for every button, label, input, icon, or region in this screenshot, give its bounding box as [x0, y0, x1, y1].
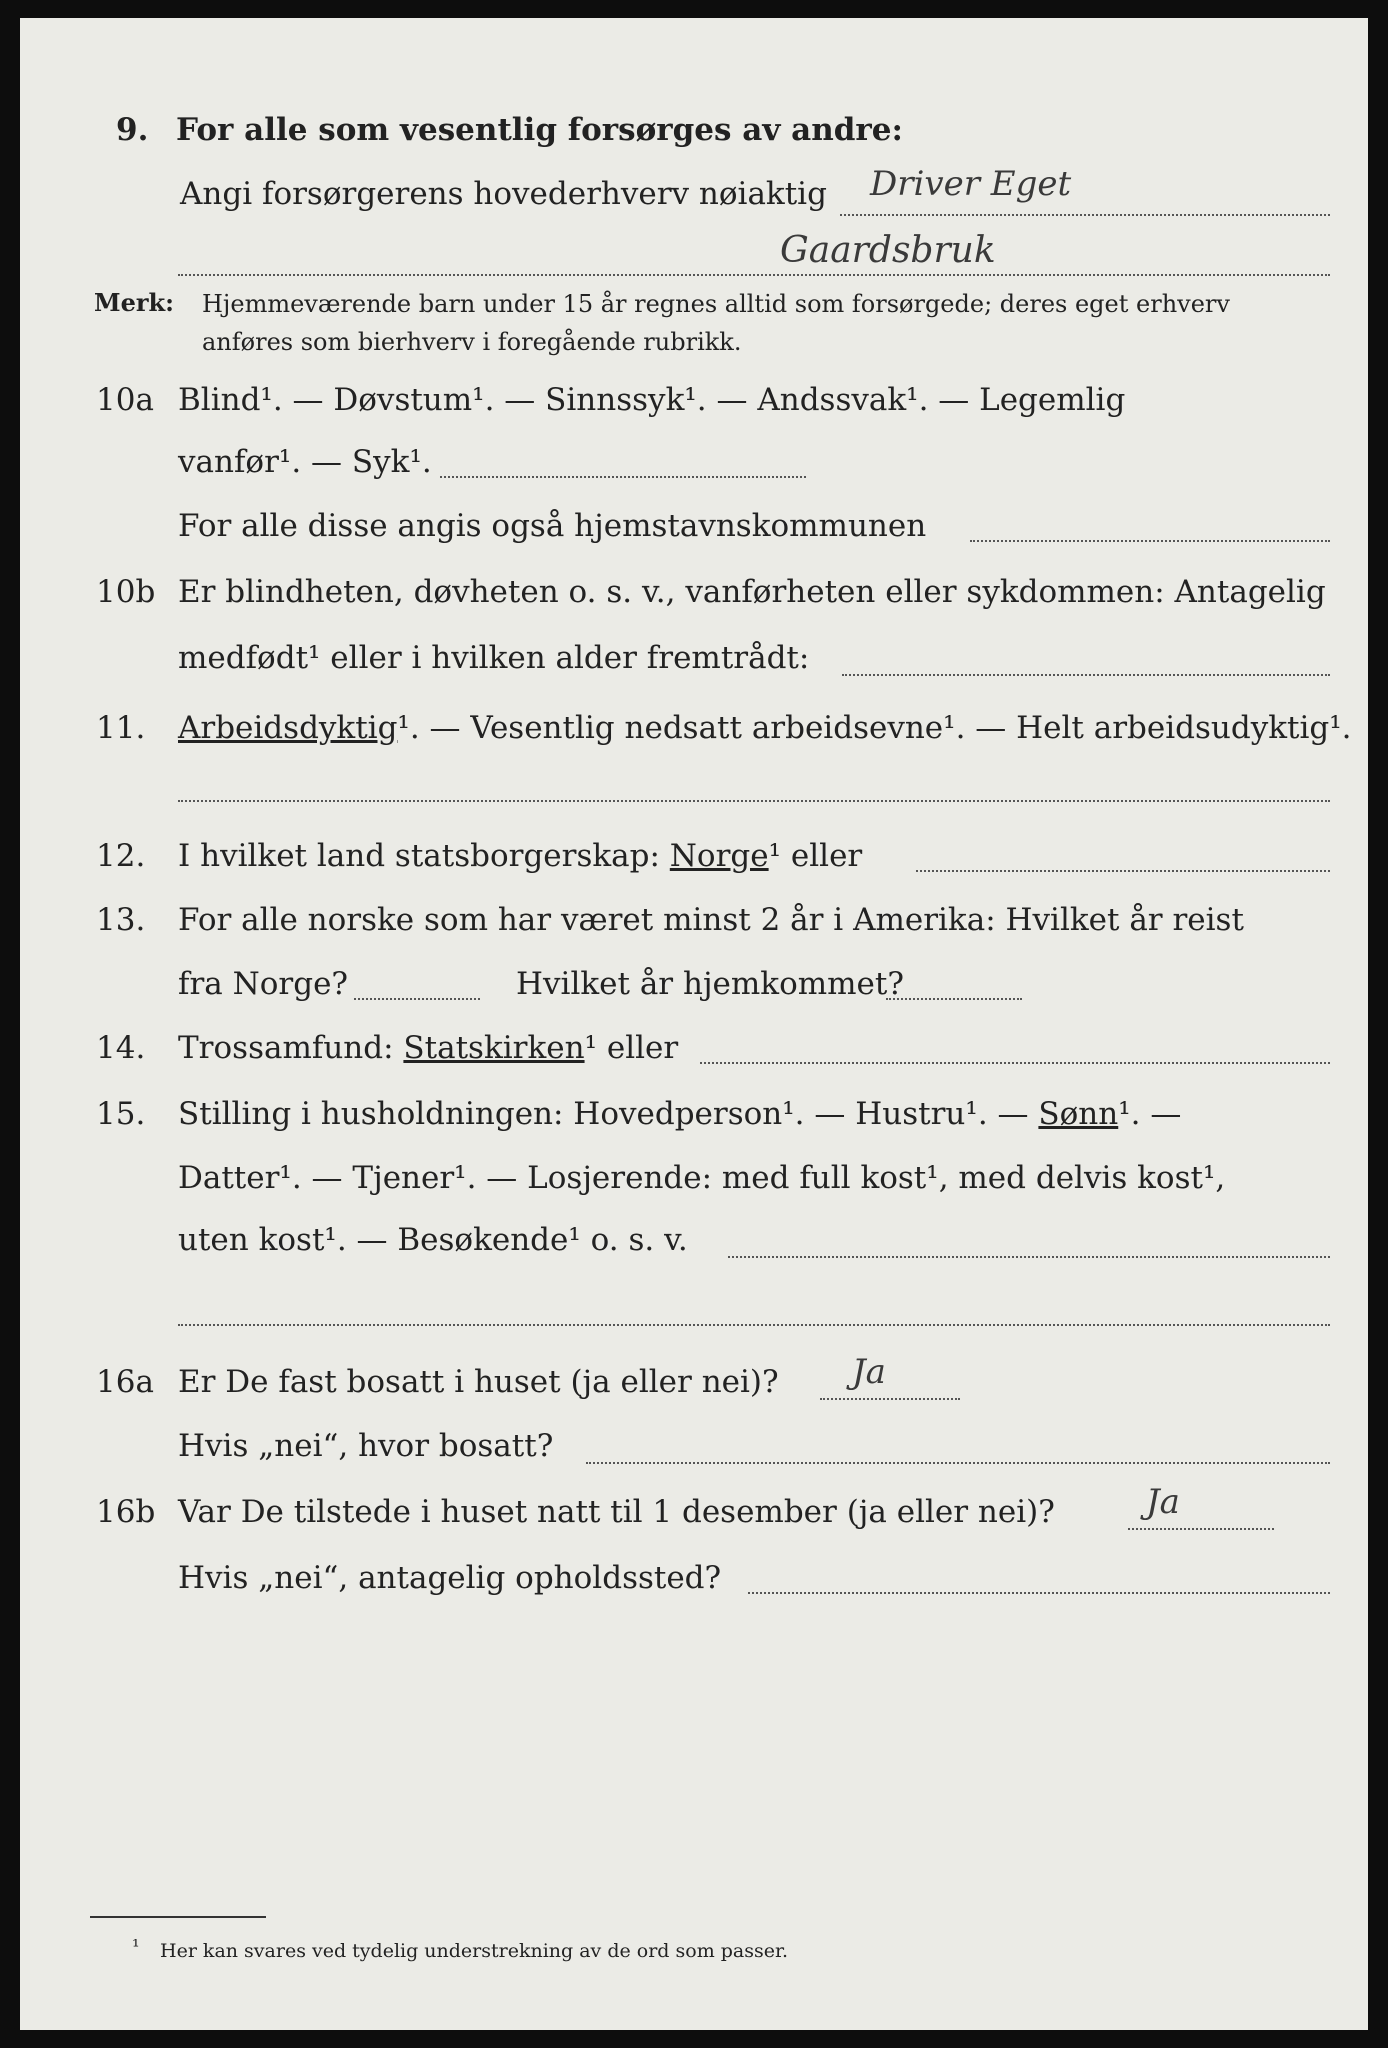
question-text: ¹. — [1118, 1096, 1182, 1132]
question-number: 16a [96, 1364, 154, 1400]
handwritten-answer: Ja [852, 1352, 886, 1392]
answer-line[interactable] [728, 1256, 1330, 1258]
question-number: 16b [96, 1494, 156, 1530]
question-text: Er De fast bosatt i huset (ja eller nei)? [178, 1364, 779, 1400]
question-text: Hvis „nei“, antagelig opholdssted? [178, 1560, 722, 1596]
handwritten-answer: Driver Eget [870, 164, 1072, 204]
question-title: For alle som vesentlig forsørges av andre: [176, 112, 903, 148]
answer-line[interactable] [842, 674, 1330, 676]
question-number: 10a [96, 382, 154, 418]
question-text: Datter¹. — Tjener¹. — Losjerende: med full kost¹, med delvis kost¹, [178, 1160, 1226, 1196]
question-text-wrap [178, 1096, 1181, 1132]
question-number: 12. [96, 838, 146, 874]
question-text: vanfør¹. — Syk¹. [178, 444, 432, 480]
answer-line[interactable] [586, 1462, 1330, 1464]
footnote-text: Her kan svares ved tydelig understrekning av de ord som passer. [160, 1940, 789, 1962]
question-text: Er blindheten, døvheten o. s. v., vanførheten eller sykdommen: Antagelig [178, 574, 1326, 610]
handwritten-answer: Ja [1146, 1482, 1180, 1522]
handwritten-answer: Gaardsbruk [780, 230, 996, 271]
question-text: ¹. — Vesentlig nedsatt arbeidsevne¹. — Helt arbeidsudyktig¹. [397, 710, 1352, 746]
answer-line[interactable] [178, 800, 1330, 802]
answer-line[interactable] [840, 214, 1330, 216]
question-text: Stilling i husholdningen: Hovedperson¹. — Hustru¹. — [178, 1096, 1029, 1132]
question-text: Var De tilstede i huset natt til 1 desember (ja eller nei)? [178, 1494, 1055, 1530]
question-text-wrap [178, 1030, 678, 1066]
footnote-mark: ¹ [132, 1936, 140, 1958]
question-text: medfødt¹ eller i hvilken alder fremtrådt: [178, 640, 810, 676]
question-text: Hvis „nei“, hvor bosatt? [178, 1428, 554, 1464]
answer-line[interactable] [178, 1324, 1330, 1326]
question-text: Hvilket år hjemkommet? [516, 966, 904, 1002]
answer-line[interactable] [440, 476, 806, 478]
question-number: 9. [116, 112, 149, 148]
question-number: 14. [96, 1030, 146, 1066]
question-text: fra Norge? [178, 966, 349, 1002]
option-selected[interactable]: Statskirken [403, 1030, 585, 1066]
answer-line[interactable] [700, 1062, 1330, 1064]
question-text-wrap [178, 710, 1352, 746]
answer-line[interactable] [916, 870, 1330, 872]
answer-line[interactable] [178, 274, 1330, 276]
option-selected[interactable]: Norge [669, 838, 769, 874]
question-text: ¹ eller [768, 838, 863, 874]
question-text: For alle norske som har været minst 2 år i Amerika: Hvilket år reist [178, 902, 1244, 938]
answer-line[interactable] [748, 1592, 1330, 1594]
question-text: Trossamfund: [178, 1030, 394, 1066]
question-text: uten kost¹. — Besøkende¹ o. s. v. [178, 1222, 688, 1258]
option-selected[interactable]: Sønn [1038, 1096, 1119, 1132]
question-number: 11. [96, 710, 146, 746]
answer-line[interactable] [820, 1398, 960, 1400]
question-number: 15. [96, 1096, 146, 1132]
question-text-wrap [178, 838, 862, 874]
question-text: Blind¹. — Døvstum¹. — Sinnssyk¹. — Andssvak¹. — Legemlig [178, 382, 1126, 418]
note-text: Hjemmeværende barn under 15 år regnes alltid som forsørgede; deres eget erhverv [202, 290, 1230, 318]
answer-line[interactable] [970, 540, 1330, 542]
footnote-rule [90, 1916, 266, 1918]
answer-line[interactable] [1128, 1528, 1274, 1530]
answer-line[interactable] [354, 998, 480, 1000]
question-text: ¹ eller [584, 1030, 679, 1066]
option-selected[interactable]: Arbeidsdyktig [178, 710, 398, 746]
note-text: anføres som bierhverv i foregående rubrikk. [202, 328, 742, 356]
answer-line[interactable] [886, 998, 1022, 1000]
question-text: Angi forsørgerens hovederhverv nøiaktig [180, 176, 827, 212]
note-label: Merk: [94, 288, 174, 317]
question-number: 10b [96, 574, 156, 610]
question-number: 13. [96, 902, 146, 938]
question-text: I hvilket land statsborgerskap: [178, 838, 660, 874]
census-form-page [20, 18, 1368, 2030]
question-text: For alle disse angis også hjemstavnskommunen [178, 508, 927, 544]
